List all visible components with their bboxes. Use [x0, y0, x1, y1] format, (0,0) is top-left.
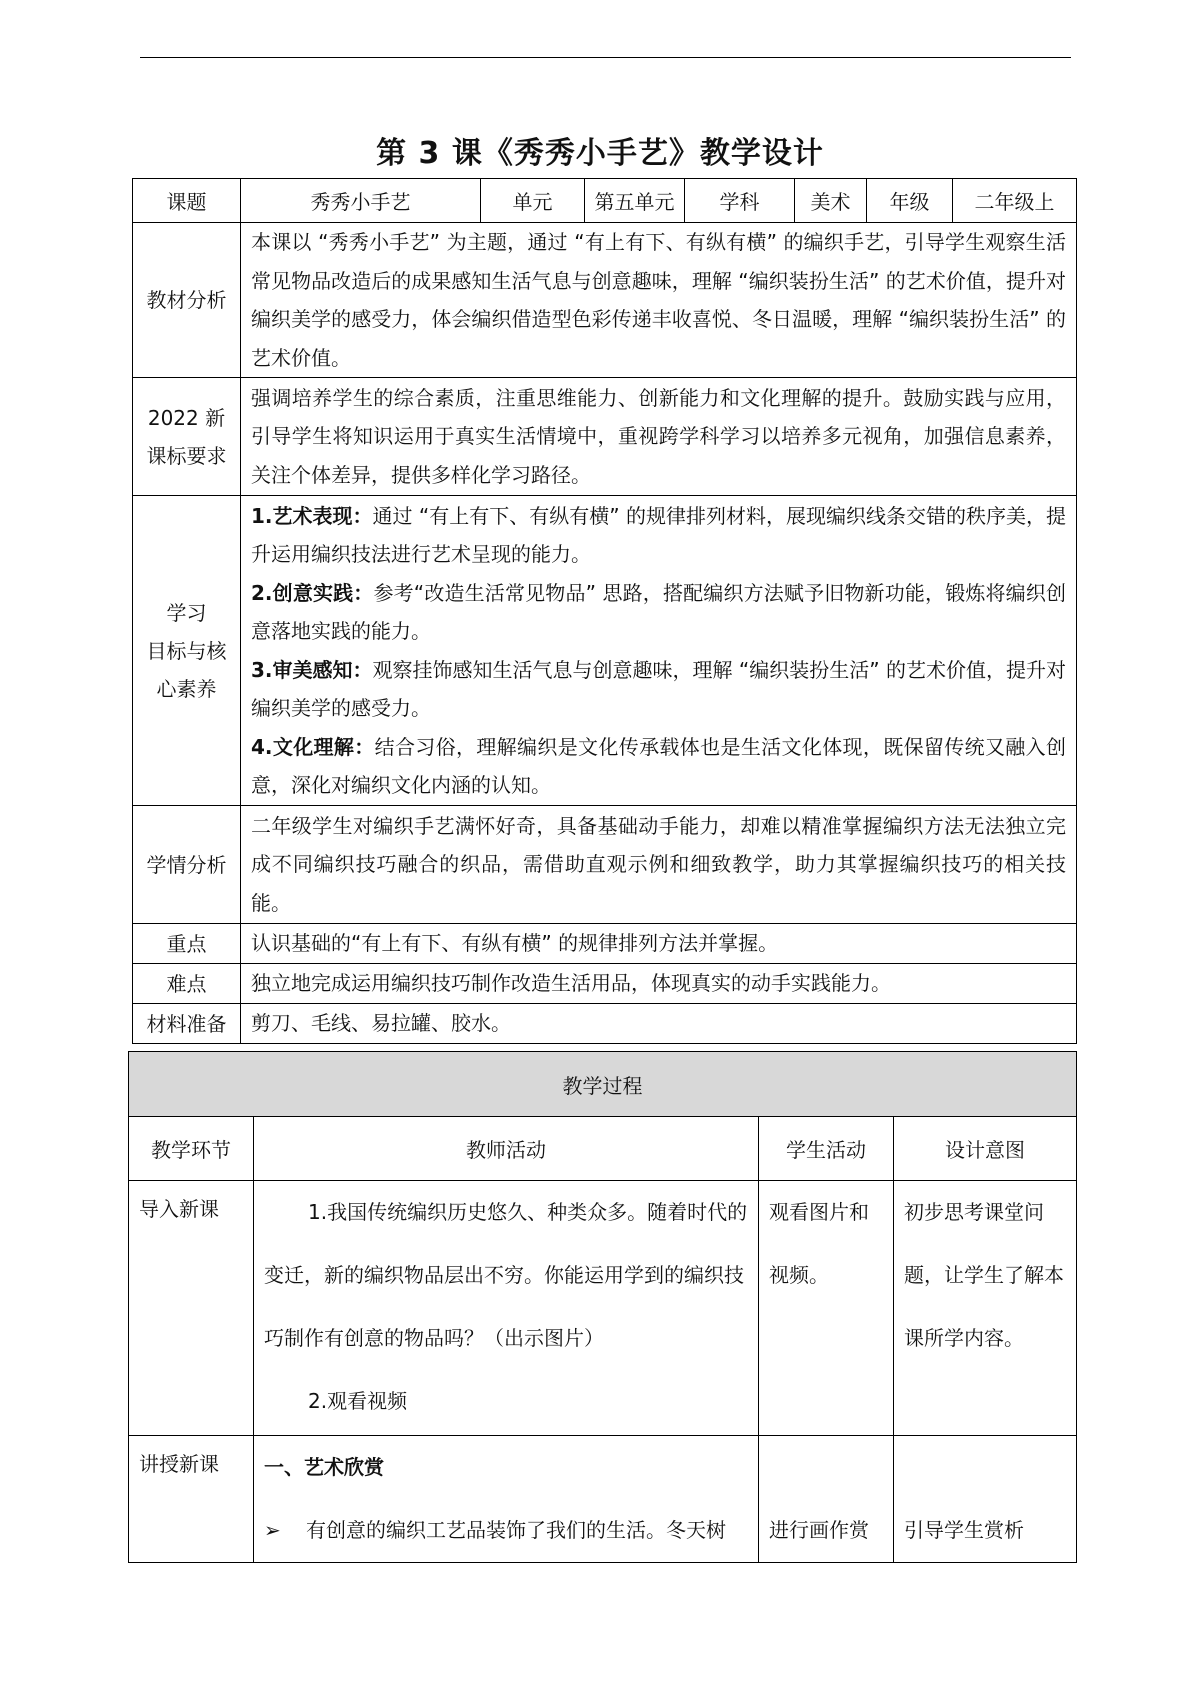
teaching-process-table: [128, 1051, 1077, 1563]
subject-label: 学科: [685, 179, 795, 223]
goal-item: 2.创意实践：参考“改造生活常见物品” 思路，搭配编织方法赋予旧物新功能，锻炼将编织创意落地实践的能力。: [251, 580, 1066, 643]
process-row-new-lesson: [129, 1436, 1077, 1563]
subject-value: 美术: [795, 179, 867, 223]
unit-value: 第五单元: [585, 179, 685, 223]
info-row-students: [133, 806, 1077, 924]
unit-label: 单元: [481, 179, 585, 223]
info-row-material-analysis: [133, 223, 1077, 378]
design-intent-intro: 初步思考课堂问题，让学生了解本课所学内容。: [894, 1181, 1077, 1436]
bullet-arrow-icon: ➢: [264, 1518, 281, 1542]
material-analysis-label: 教材分析: [133, 223, 241, 378]
difficulty-text: 独立地完成运用编织技巧制作改造生活用品，体现真实的动手实践能力。: [241, 964, 1077, 1004]
students-text: 二年级学生对编织手艺满怀好奇，具备基础动手能力，却难以精准掌握编织方法无法独立完成不同编织技巧融合的织品，需借助直观示例和细致教学，助力其掌握编织技巧的相关技能。: [241, 806, 1077, 924]
stage-intro: 导入新课: [129, 1181, 254, 1436]
column-header-intent: 设计意图: [894, 1117, 1077, 1181]
teacher-activity-new-lesson: 一、艺术欣赏 ➢ 有创意的编织工艺品装饰了我们的生活。冬天树: [254, 1436, 759, 1563]
grade-value: 二年级上: [953, 179, 1077, 223]
process-row-intro: [129, 1181, 1077, 1436]
materials-text: 剪刀、毛线、易拉罐、胶水。: [241, 1004, 1077, 1044]
key-label: 重点: [133, 924, 241, 964]
teacher-activity-intro: 1.我国传统编织历史悠久、种类众多。随着时代的变迁，新的编织物品层出不穷。你能运用学到的编织技巧制作有创意的物品吗？（出示图片） 2.观看视频: [254, 1181, 759, 1436]
student-activity-new-lesson: 进行画作赏: [759, 1436, 894, 1563]
process-column-headers: [129, 1117, 1077, 1181]
materials-label: 材料准备: [133, 1004, 241, 1044]
header-rule: [140, 57, 1071, 58]
info-row-standard: [133, 378, 1077, 496]
column-header-stage: 教学环节: [129, 1117, 254, 1181]
topic-value: 秀秀小手艺: [241, 179, 481, 223]
lesson-info-table: [132, 178, 1077, 1044]
students-label: 学情分析: [133, 806, 241, 924]
design-intent-new-lesson: 引导学生赏析: [894, 1436, 1077, 1563]
grade-label: 年级: [867, 179, 953, 223]
goal-item: 1.艺术表现：通过 “有上有下、有纵有横” 的规律排列材料，展现编织线条交错的秩序美，提升运用编织技法进行艺术呈现的能力。: [251, 503, 1067, 566]
info-row-materials: [133, 1004, 1077, 1044]
goal-item: 3.审美感知：观察挂饰感知生活气息与创意趣味，理解 “编织装扮生活” 的艺术价值，提升对编织美学的感受力。: [251, 657, 1067, 720]
student-activity-intro: 观看图片和视频。: [759, 1181, 894, 1436]
column-header-student: 学生活动: [759, 1117, 894, 1181]
process-header-row: [129, 1052, 1077, 1117]
goal-item: 4.文化理解：结合习俗，理解编织是文化传承载体也是生活文化体现，既保留传统又融入创意，深化对编织文化内涵的认知。: [251, 734, 1067, 797]
column-header-teacher: 教师活动: [254, 1117, 759, 1181]
info-row-key: [133, 924, 1077, 964]
material-analysis-text: 本课以 “秀秀小手艺” 为主题，通过 “有上有下、有纵有横” 的编织手艺，引导学生观察生活常见物品改造后的成果感知生活气息与创意趣味，理解 “编织装扮生活” 的艺术价值，提升对编织美学的感受力，体会编织借造型色彩传递丰收喜悦、冬日温暖，理解 “编织装扮生活” 的艺术价值。: [241, 223, 1077, 378]
info-row-basic: [133, 179, 1077, 223]
topic-label: 课题: [133, 179, 241, 223]
standard-label: 2022 新 课标要求: [133, 378, 241, 496]
stage-new-lesson: 讲授新课: [129, 1436, 254, 1563]
difficulty-label: 难点: [133, 964, 241, 1004]
process-header: 教学过程: [129, 1052, 1077, 1117]
goals-text: [241, 496, 1077, 806]
goals-label: 学习 目标与核 心素养: [133, 496, 241, 806]
key-text: 认识基础的“有上有下、有纵有横” 的规律排列方法并掌握。: [241, 924, 1077, 964]
page-title: 第 3 课《秀秀小手艺》教学设计: [376, 136, 824, 171]
info-row-difficulty: [133, 964, 1077, 1004]
info-row-goals: [133, 496, 1077, 806]
standard-text: 强调培养学生的综合素质，注重思维能力、创新能力和文化理解的提升。鼓励实践与应用，引导学生将知识运用于真实生活情境中，重视跨学科学习以培养多元视角，加强信息素养，关注个体差异，提供多样化学习路径。: [241, 378, 1077, 496]
